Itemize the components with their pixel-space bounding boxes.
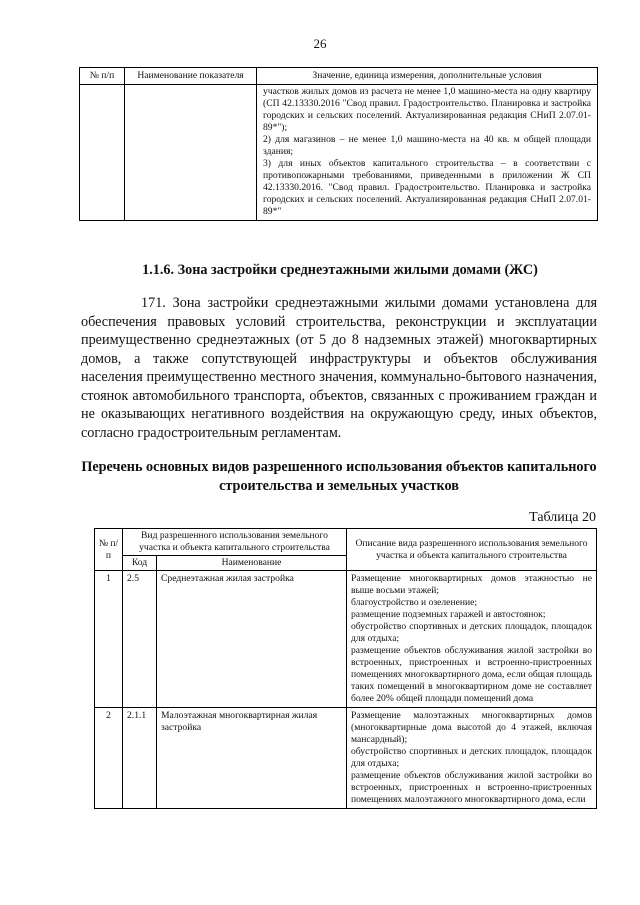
empty-cell xyxy=(80,85,125,221)
row-num: 2 xyxy=(95,708,123,809)
header-num: № п/п xyxy=(95,529,123,571)
row-name: Малоэтажная многоквартирная жилая застройка xyxy=(157,708,347,809)
table-row xyxy=(95,571,597,708)
table-row xyxy=(80,85,598,221)
description-line: благоустройство и озеленение; xyxy=(351,597,478,608)
header-value: Значение, единица измерения, дополнительные условия xyxy=(257,68,598,85)
table-header-row xyxy=(80,68,598,85)
description-line: размещение объектов обслуживания жилой застройки во встроенных, пристроенных и встроенно-пристроенных помещениях малоэтажного многоквартирного дома, если xyxy=(351,770,592,805)
empty-cell xyxy=(125,85,257,221)
description-line: обустройство спортивных и детских площадок, площадок для отдыха; xyxy=(351,621,592,644)
header-name: Наименование xyxy=(157,556,347,571)
list-heading: Перечень основных видов разрешенного использования объектов капитального строительства и земельных участков xyxy=(81,459,597,494)
description-line: Размещение малоэтажных многоквартирных домов (многоквартирные дома высотой до 4 этажей, включая мансардный); xyxy=(351,710,592,745)
value-cell xyxy=(257,85,598,221)
cell-line: 2) для магазинов – не менее 1,0 машино-места на 40 кв. м общей площади здания; xyxy=(263,134,591,157)
row-description xyxy=(347,708,597,809)
body-paragraph xyxy=(81,294,597,442)
row-name: Среднеэтажная жилая застройка xyxy=(157,571,347,708)
row-description xyxy=(347,571,597,708)
row-code: 2.5 xyxy=(123,571,157,708)
table-header-row xyxy=(95,529,597,556)
description-line: Размещение многоквартирных домов этажностью не выше восьми этажей; xyxy=(351,573,592,596)
continued-parameters-table xyxy=(79,67,598,221)
section-heading: 1.1.6. Зона застройки среднеэтажными жилыми домами (ЖС) xyxy=(142,262,538,278)
description-line: обустройство спортивных и детских площадок, площадок для отдыха; xyxy=(351,746,592,769)
permitted-use-table xyxy=(94,528,597,809)
header-description: Описание вида разрешенного использования земельного участка и объекта капитального строительства xyxy=(347,529,597,571)
cell-line: участков жилых домов из расчета не менее 1,0 машино-места на одну квартиру (СП 42.13330.2016 "Свод правил. Градостроительство. Планировка и застройка городских и сельских поселений. Актуализированная редакция СНиП 2.07.01-89*"); xyxy=(263,86,591,133)
header-parameter-name: Наименование показателя xyxy=(125,68,257,85)
header-use-type: Вид разрешенного использования земельного участка и объекта капитального строительства xyxy=(123,529,347,556)
cell-line: 3) для иных объектов капитального строительства – в соответствии с противопожарными требованиями, приведенными в приложении Ж СП 42.13330.2016. "Свод правил. Градостроительство. Планировка и застройка городских и сельских поселений. Актуализированная редакция СНиП 2.07.01-89*" xyxy=(263,158,591,217)
description-line: размещение объектов обслуживания жилой застройки во встроенных, пристроенных и встроенно-пристроенных помещениях многоквартирного дома, если общая площадь таких помещений в многоквартирном доме не составляет более 20% общей площади помещений дома xyxy=(351,645,592,704)
row-code: 2.1.1 xyxy=(123,708,157,809)
header-code: Код xyxy=(123,556,157,571)
header-num: № п/п xyxy=(80,68,125,85)
page-number: 26 xyxy=(313,36,327,51)
table-row xyxy=(95,708,597,809)
description-line: размещение подземных гаражей и автостоянок; xyxy=(351,609,546,620)
paragraph-text: 171. Зона застройки среднеэтажными жилыми домами установлена для обеспечения правовых условий строительства, реконструкции и эксплуатации преимущественно среднеэтажных (от 5 до 8 надземных этажей) многоквартирных домов, а также сопутствующей инфраструктуры и объектов обслуживания населения преимущественно местного значения, коммунально-бытового назначения, стоянок автомобильного транспорта, объектов, связанных с проживанием граждан и не оказывающих негативного воздействия на окружающую среду, иных объектов, согласно градостроительным регламентам. xyxy=(81,295,597,441)
table-caption: Таблица 20 xyxy=(529,510,596,525)
row-num: 1 xyxy=(95,571,123,708)
